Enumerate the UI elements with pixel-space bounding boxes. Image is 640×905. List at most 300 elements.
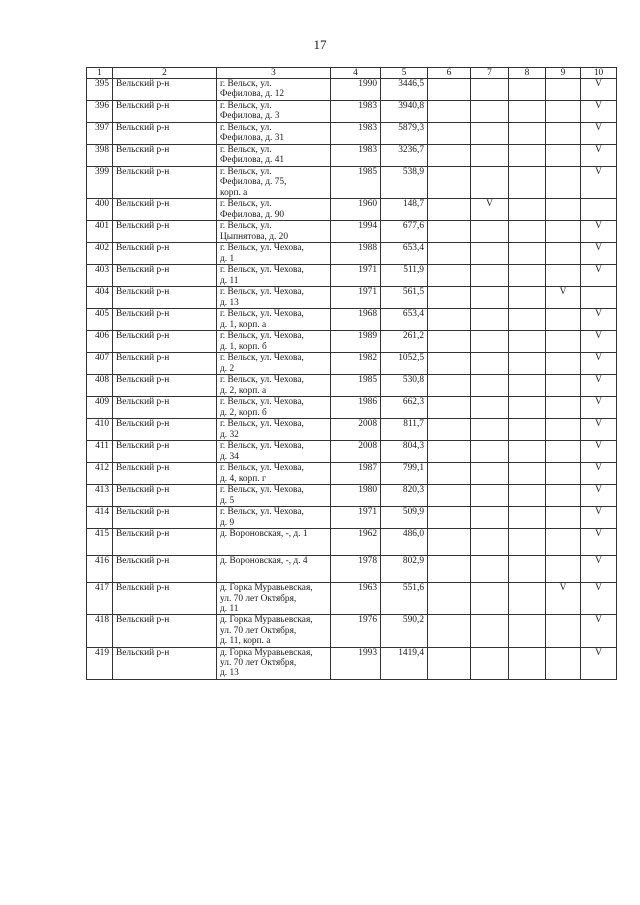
col9-mark-cell — [546, 101, 581, 123]
row-number-cell: 400 — [87, 199, 113, 221]
area-cell: 653,4 — [381, 309, 428, 331]
address-line: Цыпнятова, д. 20 — [220, 231, 289, 242]
address-cell — [217, 397, 331, 419]
area-cell: 662,3 — [381, 397, 428, 419]
address-line: д. 1, корп. а — [220, 319, 267, 330]
row-number-cell: 412 — [87, 463, 113, 485]
area-cell: 590,2 — [381, 615, 428, 647]
col8-mark-cell — [509, 463, 546, 485]
district-cell: Вельский р-н — [113, 331, 217, 353]
district-cell: Вельский р-н — [113, 556, 217, 583]
district-cell: Вельский р-н — [113, 615, 217, 647]
col9-mark-cell — [546, 375, 581, 397]
address-line: д. 2, корп. а — [220, 385, 267, 396]
area-cell: 1052,5 — [381, 353, 428, 375]
col10-mark-cell: V — [581, 397, 617, 419]
col9-mark-cell — [546, 265, 581, 287]
col10-mark-cell: V — [581, 419, 617, 441]
col10-mark-cell: V — [581, 123, 617, 145]
col8-mark-cell — [509, 309, 546, 331]
col7-mark-cell — [471, 647, 509, 679]
address-line: Фефилова, д. 41 — [220, 155, 285, 166]
row-number-cell: 411 — [87, 441, 113, 463]
col10-mark-cell: V — [581, 243, 617, 265]
row-number-cell: 419 — [87, 647, 113, 679]
col7-mark-cell — [471, 485, 509, 507]
address-line: ул. 70 лет Октября, — [220, 625, 297, 636]
col6-mark-cell — [428, 353, 471, 375]
row-number-cell: 408 — [87, 375, 113, 397]
address-cell — [217, 529, 331, 556]
header-cell: 9 — [546, 68, 581, 79]
col8-mark-cell — [509, 647, 546, 679]
col9-mark-cell — [546, 145, 581, 167]
col7-mark-cell — [471, 79, 509, 101]
row-number-cell: 406 — [87, 331, 113, 353]
address-line: д. 1, корп. б — [220, 341, 267, 352]
col6-mark-cell — [428, 79, 471, 101]
area-cell: 799,1 — [381, 463, 428, 485]
address-line: Фефилова, д. 12 — [220, 89, 285, 100]
header-cell: 5 — [381, 68, 428, 79]
district-cell: Вельский р-н — [113, 507, 217, 529]
col9-mark-cell — [546, 309, 581, 331]
area-cell: 802,9 — [381, 556, 428, 583]
row-number-cell: 414 — [87, 507, 113, 529]
col7-mark-cell — [471, 167, 509, 199]
header-cell: 7 — [471, 68, 509, 79]
district-cell: Вельский р-н — [113, 145, 217, 167]
address-line: Фефилова, д. 75, — [220, 177, 287, 188]
col7-mark-cell — [471, 419, 509, 441]
col9-mark-cell — [546, 507, 581, 529]
area-cell: 511,9 — [381, 265, 428, 287]
table-row — [87, 529, 617, 556]
col7-mark-cell — [471, 441, 509, 463]
col8-mark-cell — [509, 397, 546, 419]
district-cell: Вельский р-н — [113, 221, 217, 243]
housing-registry-table — [86, 67, 617, 680]
address-line: ул. 70 лет Октября, — [220, 593, 297, 604]
table-row — [87, 265, 617, 287]
year-cell: 1993 — [331, 647, 381, 679]
address-line: г. Вельск, ул. Чехова, — [220, 265, 304, 276]
col10-mark-cell: V — [581, 145, 617, 167]
col9-mark-cell — [546, 529, 581, 556]
address-line: г. Вельск, ул. Чехова, — [220, 419, 304, 430]
row-number-cell: 398 — [87, 145, 113, 167]
address-cell — [217, 101, 331, 123]
table-row — [87, 309, 617, 331]
col8-mark-cell — [509, 485, 546, 507]
address-cell — [217, 265, 331, 287]
year-cell: 1994 — [331, 221, 381, 243]
col7-mark-cell — [471, 353, 509, 375]
row-number-cell: 409 — [87, 397, 113, 419]
row-number-cell: 395 — [87, 79, 113, 101]
address-line: д. Горка Муравьевская, — [220, 647, 313, 658]
col8-mark-cell — [509, 615, 546, 647]
address-line: Фефилова, д. 90 — [220, 209, 285, 220]
address-line: г. Вельск, ул. — [220, 79, 272, 89]
area-cell: 561,5 — [381, 287, 428, 309]
row-number-cell: 407 — [87, 353, 113, 375]
address-line: д. 13 — [220, 668, 239, 679]
district-cell: Вельский р-н — [113, 441, 217, 463]
address-line: г. Вельск, ул. Чехова, — [220, 309, 304, 320]
row-number-cell: 403 — [87, 265, 113, 287]
table-row — [87, 463, 617, 485]
col9-mark-cell — [546, 331, 581, 353]
address-line: д. 2 — [220, 363, 235, 374]
table-row — [87, 441, 617, 463]
address-line: д. 1 — [220, 253, 235, 264]
address-cell — [217, 79, 331, 101]
year-cell: 1976 — [331, 615, 381, 647]
table-row — [87, 375, 617, 397]
address-line: г. Вельск, ул. — [220, 199, 272, 210]
col9-mark-cell — [546, 123, 581, 145]
col7-mark-cell — [471, 583, 509, 615]
year-cell: 2008 — [331, 441, 381, 463]
col10-mark-cell: V — [581, 463, 617, 485]
page-number: 17 — [313, 37, 327, 52]
year-cell: 2008 — [331, 419, 381, 441]
col6-mark-cell — [428, 507, 471, 529]
address-line: г. Вельск, ул. Чехова, — [220, 375, 304, 386]
row-number-cell: 416 — [87, 556, 113, 583]
col8-mark-cell — [509, 199, 546, 221]
address-cell — [217, 647, 331, 679]
address-line: д. Вороновская, -, д. 4 — [220, 556, 308, 567]
col8-mark-cell — [509, 583, 546, 615]
district-cell: Вельский р-н — [113, 529, 217, 556]
address-line: д. 11 — [220, 275, 239, 286]
address-cell — [217, 287, 331, 309]
col6-mark-cell — [428, 101, 471, 123]
col6-mark-cell — [428, 287, 471, 309]
address-line: д. Горка Муравьевская, — [220, 583, 313, 594]
area-cell: 811,7 — [381, 419, 428, 441]
district-cell: Вельский р-н — [113, 463, 217, 485]
col7-mark-cell — [471, 145, 509, 167]
col10-mark-cell: V — [581, 375, 617, 397]
col10-mark-cell: V — [581, 353, 617, 375]
area-cell: 551,6 — [381, 583, 428, 615]
col8-mark-cell — [509, 331, 546, 353]
year-cell: 1983 — [331, 123, 381, 145]
col6-mark-cell — [428, 265, 471, 287]
col7-mark-cell — [471, 556, 509, 583]
address-line: г. Вельск, ул. Чехова, — [220, 485, 304, 496]
year-cell: 1983 — [331, 145, 381, 167]
col7-mark-cell — [471, 123, 509, 145]
address-line: д. 11 — [220, 604, 239, 615]
header-cell: 2 — [113, 68, 217, 79]
col9-mark-cell — [546, 615, 581, 647]
col8-mark-cell — [509, 287, 546, 309]
address-line: д. 34 — [220, 451, 239, 462]
col6-mark-cell — [428, 463, 471, 485]
table-row — [87, 331, 617, 353]
year-cell: 1982 — [331, 353, 381, 375]
year-cell: 1989 — [331, 331, 381, 353]
col7-mark-cell: V — [471, 199, 509, 221]
district-cell: Вельский р-н — [113, 101, 217, 123]
col9-mark-cell — [546, 79, 581, 101]
table-row — [87, 647, 617, 679]
col9-mark-cell — [546, 199, 581, 221]
address-cell — [217, 419, 331, 441]
district-cell: Вельский р-н — [113, 353, 217, 375]
header-cell: 8 — [509, 68, 546, 79]
col10-mark-cell: V — [581, 507, 617, 529]
row-number-cell: 399 — [87, 167, 113, 199]
district-cell: Вельский р-н — [113, 309, 217, 331]
table-row — [87, 221, 617, 243]
col10-mark-cell: V — [581, 167, 617, 199]
table-row — [87, 485, 617, 507]
district-cell: Вельский р-н — [113, 375, 217, 397]
col9-mark-cell — [546, 397, 581, 419]
address-line: г. Вельск, ул. Чехова, — [220, 243, 304, 254]
col10-mark-cell — [581, 287, 617, 309]
col9-mark-cell — [546, 243, 581, 265]
address-line: д. Вороновская, -, д. 1 — [220, 529, 308, 540]
address-line: д. 5 — [220, 495, 235, 506]
col6-mark-cell — [428, 331, 471, 353]
col9-mark-cell — [546, 167, 581, 199]
address-line: г. Вельск, ул. Чехова, — [220, 507, 304, 518]
address-cell — [217, 243, 331, 265]
address-cell — [217, 167, 331, 199]
header-cell: 4 — [331, 68, 381, 79]
col9-mark-cell — [546, 419, 581, 441]
address-line: д. Горка Муравьевская, — [220, 615, 313, 626]
col6-mark-cell — [428, 167, 471, 199]
district-cell: Вельский р-н — [113, 79, 217, 101]
col8-mark-cell — [509, 556, 546, 583]
year-cell: 1963 — [331, 583, 381, 615]
col9-mark-cell: V — [546, 287, 581, 309]
area-cell: 3940,8 — [381, 101, 428, 123]
table-row — [87, 167, 617, 199]
district-cell: Вельский р-н — [113, 583, 217, 615]
address-line: Фефилова, д. 3 — [220, 111, 280, 122]
col7-mark-cell — [471, 287, 509, 309]
col10-mark-cell: V — [581, 221, 617, 243]
address-cell — [217, 145, 331, 167]
row-number-cell: 401 — [87, 221, 113, 243]
col10-mark-cell: V — [581, 556, 617, 583]
row-number-cell: 417 — [87, 583, 113, 615]
col9-mark-cell — [546, 221, 581, 243]
year-cell: 1985 — [331, 375, 381, 397]
col10-mark-cell: V — [581, 79, 617, 101]
col7-mark-cell — [471, 615, 509, 647]
col8-mark-cell — [509, 243, 546, 265]
address-line: г. Вельск, ул. Чехова, — [220, 353, 304, 364]
area-cell: 5879,3 — [381, 123, 428, 145]
col7-mark-cell — [471, 397, 509, 419]
col7-mark-cell — [471, 243, 509, 265]
address-cell — [217, 375, 331, 397]
address-line: г. Вельск, ул. Чехова, — [220, 331, 304, 342]
col7-mark-cell — [471, 463, 509, 485]
row-number-cell: 413 — [87, 485, 113, 507]
col8-mark-cell — [509, 529, 546, 556]
address-line: г. Вельск, ул. — [220, 145, 272, 155]
district-cell: Вельский р-н — [113, 199, 217, 221]
col8-mark-cell — [509, 265, 546, 287]
year-cell: 1968 — [331, 309, 381, 331]
table-row — [87, 583, 617, 615]
address-cell — [217, 199, 331, 221]
row-number-cell: 396 — [87, 101, 113, 123]
address-line: г. Вельск, ул. — [220, 101, 272, 111]
district-cell: Вельский р-н — [113, 287, 217, 309]
col9-mark-cell — [546, 485, 581, 507]
col10-mark-cell — [581, 199, 617, 221]
col8-mark-cell — [509, 353, 546, 375]
area-cell: 509,9 — [381, 507, 428, 529]
address-line: г. Вельск, ул. — [220, 221, 272, 232]
address-line: д. 9 — [220, 517, 235, 528]
address-line: д. 32 — [220, 429, 239, 440]
col6-mark-cell — [428, 243, 471, 265]
table-row — [87, 145, 617, 167]
address-line: г. Вельск, ул. Чехова, — [220, 397, 304, 408]
year-cell: 1990 — [331, 79, 381, 101]
year-cell: 1971 — [331, 287, 381, 309]
year-cell: 1971 — [331, 265, 381, 287]
col8-mark-cell — [509, 441, 546, 463]
address-line: Фефилова, д. 31 — [220, 133, 285, 144]
col9-mark-cell — [546, 647, 581, 679]
col8-mark-cell — [509, 145, 546, 167]
district-cell: Вельский р-н — [113, 123, 217, 145]
address-cell — [217, 441, 331, 463]
year-cell: 1987 — [331, 463, 381, 485]
district-cell: Вельский р-н — [113, 419, 217, 441]
address-cell — [217, 556, 331, 583]
col6-mark-cell — [428, 123, 471, 145]
table-row — [87, 79, 617, 101]
address-cell — [217, 221, 331, 243]
year-cell: 1986 — [331, 397, 381, 419]
col7-mark-cell — [471, 507, 509, 529]
col10-mark-cell: V — [581, 615, 617, 647]
address-line: г. Вельск, ул. Чехова, — [220, 287, 304, 298]
address-cell — [217, 331, 331, 353]
table-body — [87, 79, 617, 680]
col10-mark-cell: V — [581, 331, 617, 353]
col10-mark-cell: V — [581, 101, 617, 123]
address-line: корп. а — [220, 187, 248, 198]
col6-mark-cell — [428, 199, 471, 221]
table-row — [87, 556, 617, 583]
col10-mark-cell: V — [581, 441, 617, 463]
table-row — [87, 287, 617, 309]
address-cell — [217, 463, 331, 485]
col7-mark-cell — [471, 101, 509, 123]
year-cell: 1962 — [331, 529, 381, 556]
area-cell: 677,6 — [381, 221, 428, 243]
col8-mark-cell — [509, 101, 546, 123]
area-cell: 3236,7 — [381, 145, 428, 167]
col9-mark-cell — [546, 463, 581, 485]
col8-mark-cell — [509, 375, 546, 397]
table-row — [87, 101, 617, 123]
col10-mark-cell: V — [581, 485, 617, 507]
table-row — [87, 419, 617, 441]
col8-mark-cell — [509, 419, 546, 441]
col7-mark-cell — [471, 265, 509, 287]
year-cell: 1978 — [331, 556, 381, 583]
area-cell: 148,7 — [381, 199, 428, 221]
col6-mark-cell — [428, 309, 471, 331]
district-cell: Вельский р-н — [113, 243, 217, 265]
district-cell: Вельский р-н — [113, 397, 217, 419]
district-cell: Вельский р-н — [113, 485, 217, 507]
col8-mark-cell — [509, 79, 546, 101]
area-cell: 3446,5 — [381, 79, 428, 101]
address-line: д. 4, корп. г — [220, 473, 266, 484]
col6-mark-cell — [428, 529, 471, 556]
address-cell — [217, 615, 331, 647]
header-cell: 1 — [87, 68, 113, 79]
address-cell — [217, 485, 331, 507]
col9-mark-cell — [546, 353, 581, 375]
area-cell: 1419,4 — [381, 647, 428, 679]
col10-mark-cell: V — [581, 265, 617, 287]
district-cell: Вельский р-н — [113, 647, 217, 679]
col8-mark-cell — [509, 123, 546, 145]
col6-mark-cell — [428, 221, 471, 243]
district-cell: Вельский р-н — [113, 167, 217, 199]
address-line: д. 2, корп. б — [220, 407, 267, 418]
col6-mark-cell — [428, 375, 471, 397]
address-line: д. 13 — [220, 297, 239, 308]
col8-mark-cell — [509, 221, 546, 243]
year-cell: 1980 — [331, 485, 381, 507]
col7-mark-cell — [471, 309, 509, 331]
area-cell: 486,0 — [381, 529, 428, 556]
col6-mark-cell — [428, 441, 471, 463]
col9-mark-cell — [546, 556, 581, 583]
header-cell: 6 — [428, 68, 471, 79]
area-cell: 530,8 — [381, 375, 428, 397]
col10-mark-cell: V — [581, 309, 617, 331]
table-row — [87, 243, 617, 265]
col7-mark-cell — [471, 331, 509, 353]
address-line: г. Вельск, ул. — [220, 167, 272, 177]
col9-mark-cell: V — [546, 583, 581, 615]
header-cell: 3 — [217, 68, 331, 79]
table-row — [87, 397, 617, 419]
district-cell: Вельский р-н — [113, 265, 217, 287]
col6-mark-cell — [428, 145, 471, 167]
address-line: г. Вельск, ул. — [220, 123, 272, 133]
year-cell: 1971 — [331, 507, 381, 529]
row-number-cell: 397 — [87, 123, 113, 145]
col6-mark-cell — [428, 397, 471, 419]
col10-mark-cell: V — [581, 647, 617, 679]
col6-mark-cell — [428, 583, 471, 615]
col7-mark-cell — [471, 221, 509, 243]
table-row — [87, 353, 617, 375]
row-number-cell: 405 — [87, 309, 113, 331]
